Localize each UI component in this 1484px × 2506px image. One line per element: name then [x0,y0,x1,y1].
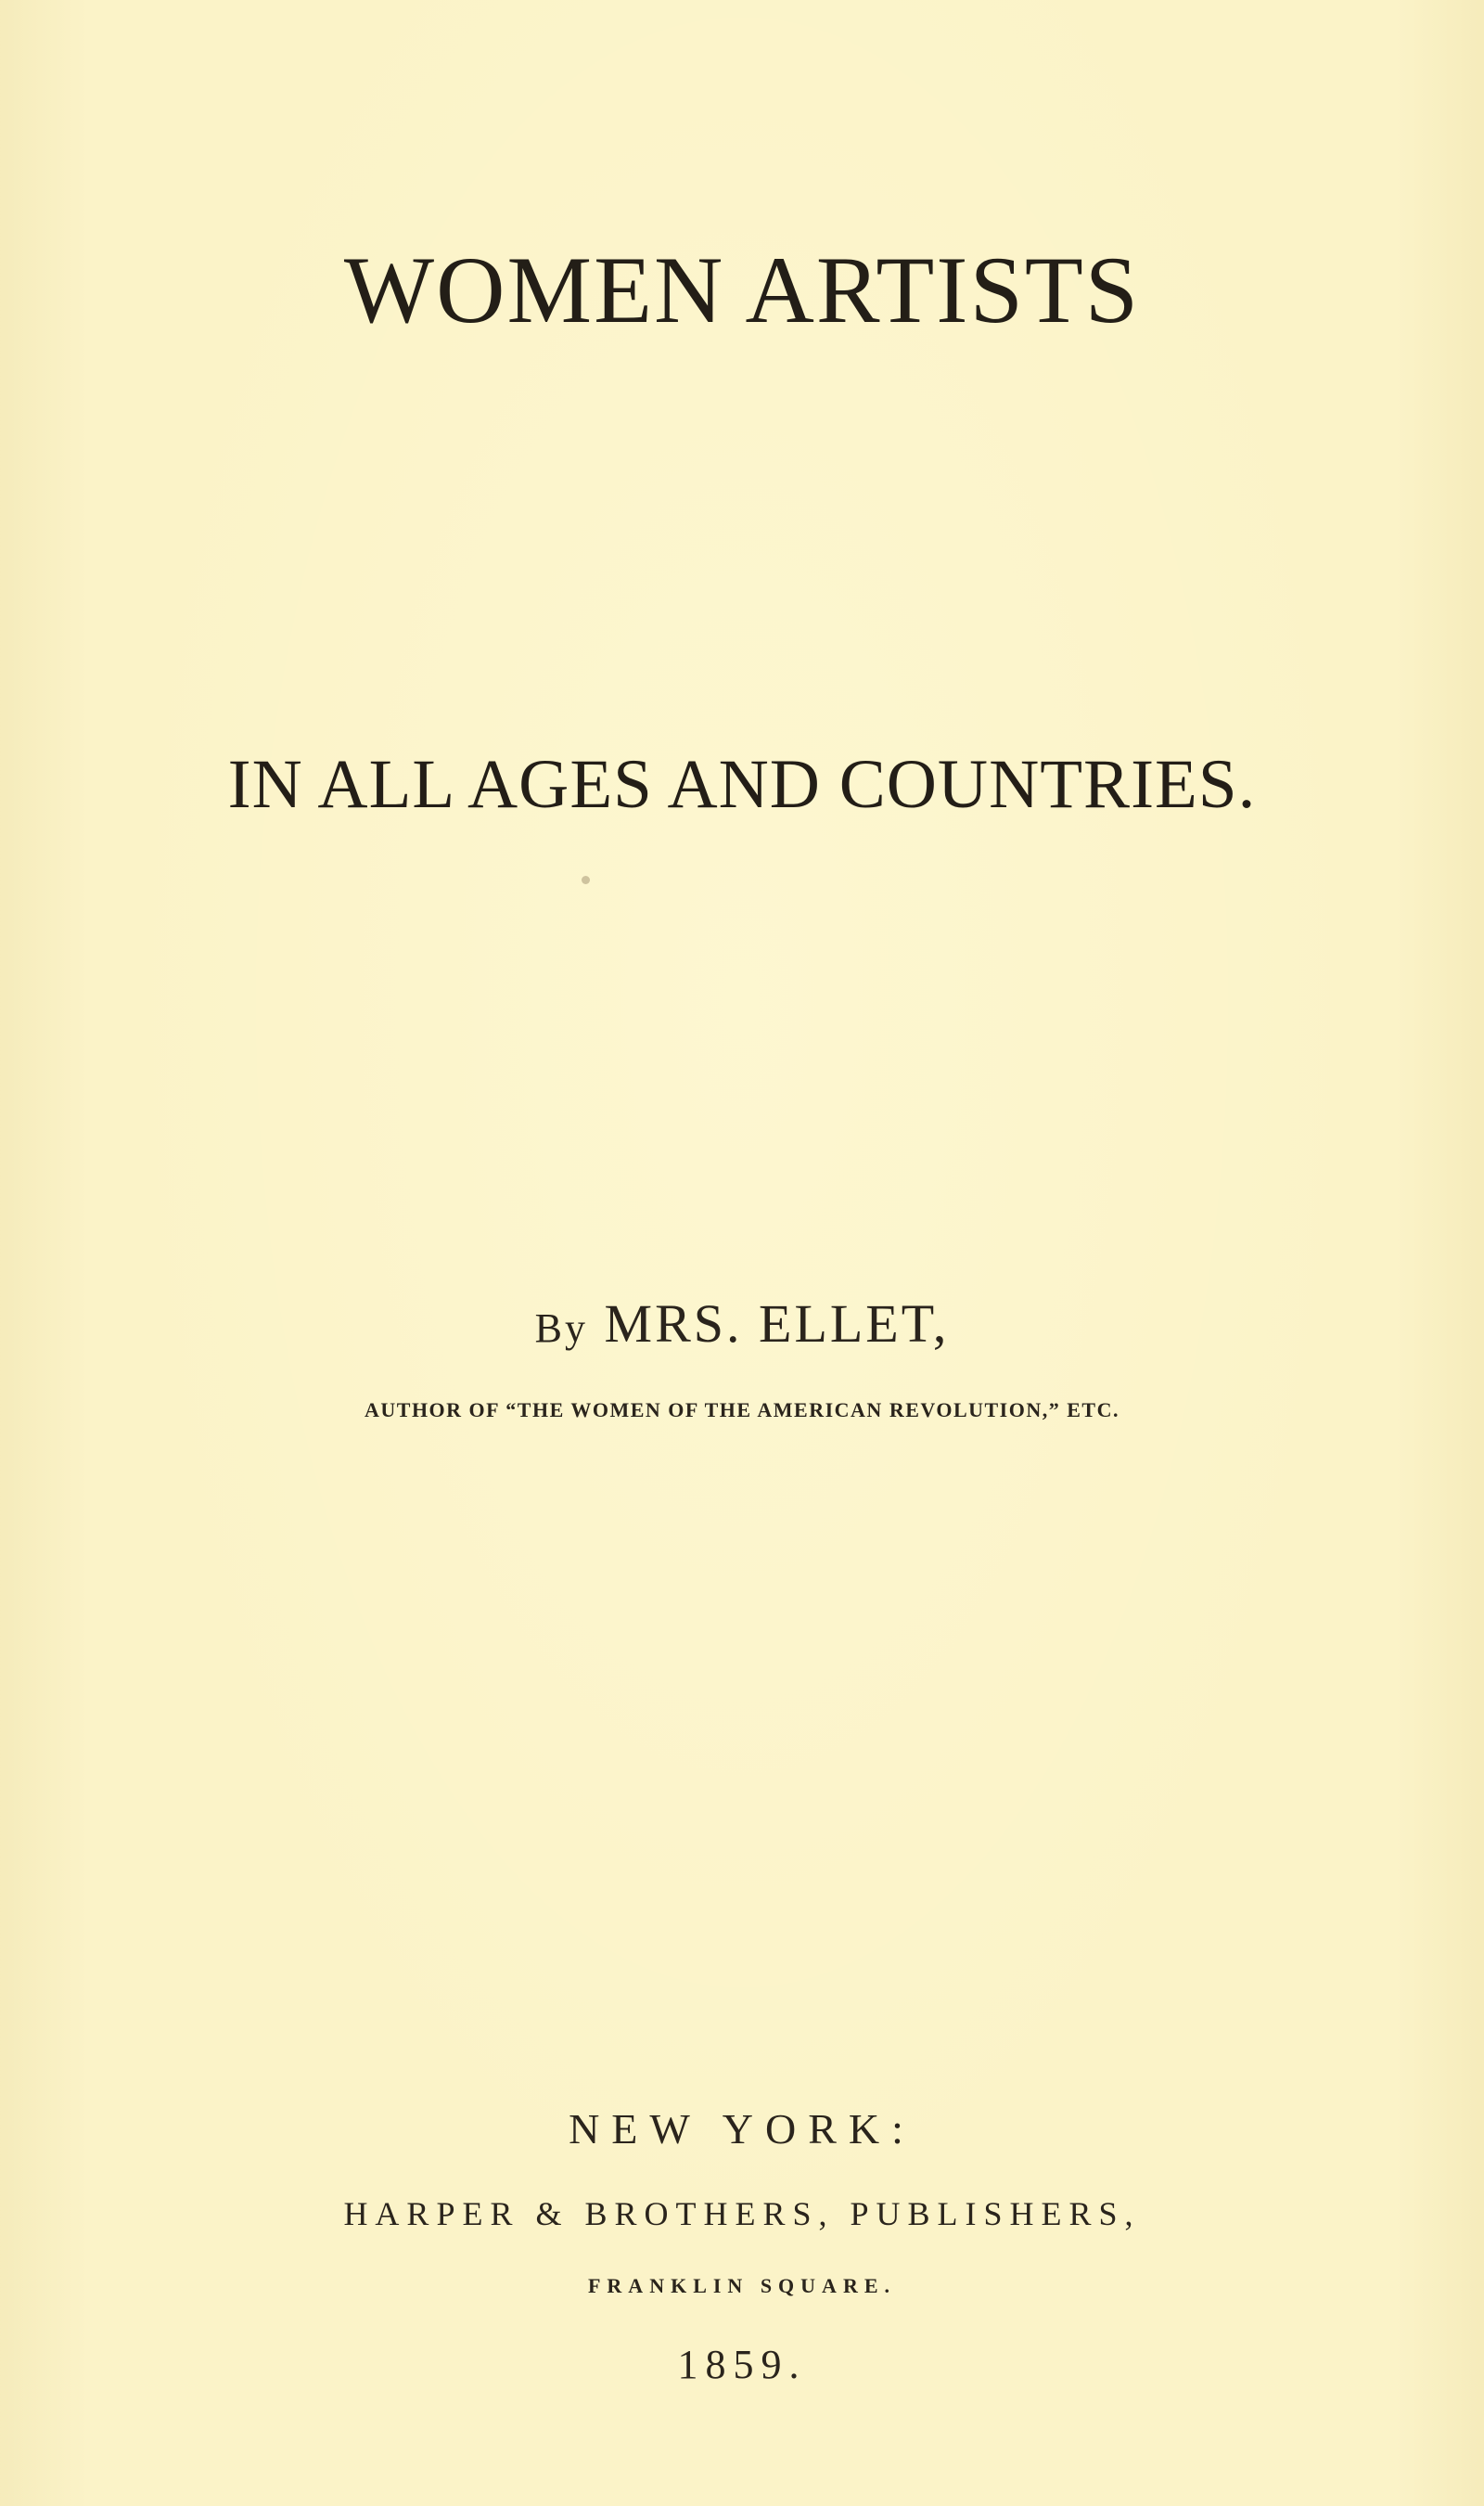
author-credit: AUTHOR OF “THE WOMEN OF THE AMERICAN REVOLUTION,” ETC. [365,1398,1119,1421]
author-name: MRS. ELLET, [604,1293,950,1354]
author-by: By [534,1305,588,1351]
imprint-address: FRANKLIN SQUARE. [587,2274,897,2297]
book-title: WOMEN ARTISTS [343,238,1141,343]
imprint-publisher: HARPER & BROTHERS, PUBLISHERS, [343,2195,1141,2232]
imprint-year: 1859. [677,2342,807,2387]
book-subtitle: IN ALL AGES AND COUNTRIES. [227,746,1257,823]
author-line [0,1293,1484,1354]
paper-speck [582,876,590,884]
imprint-city: NEW YORK: [569,2105,915,2153]
